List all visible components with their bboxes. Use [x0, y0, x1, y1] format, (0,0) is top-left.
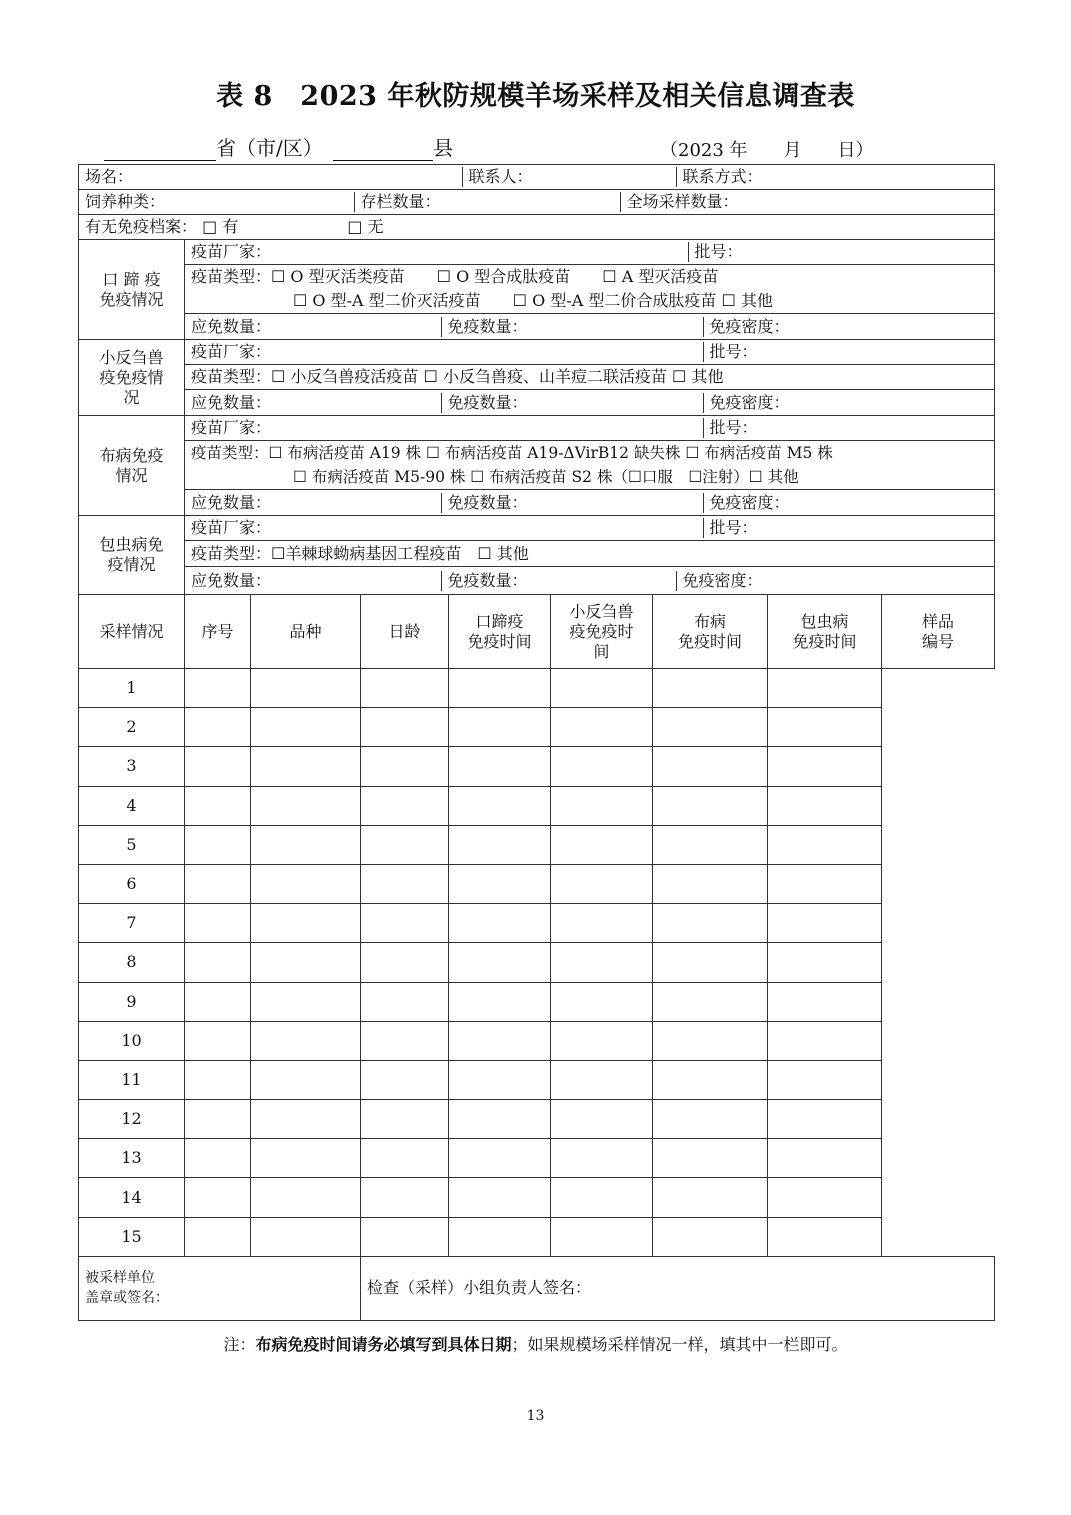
- sampled-unit-signature[interactable]: 被采样单位 盖章或签名：: [79, 1256, 361, 1320]
- records-no-checkbox[interactable]: □ 无: [347, 217, 384, 236]
- sample-id-cell[interactable]: [768, 669, 882, 708]
- footnote: [0, 1332, 1071, 1355]
- sample-row: [79, 708, 995, 747]
- sample-row: [79, 825, 995, 864]
- sample-row: [79, 1217, 995, 1256]
- echi-done-field[interactable]: 免疫数量：: [441, 571, 676, 591]
- sample-id-cell[interactable]: [768, 943, 882, 982]
- sample-row: [79, 864, 995, 903]
- sample-row: [79, 669, 995, 708]
- fmd-time-cell[interactable]: [361, 1139, 449, 1178]
- contact-field[interactable]: 联系人：: [462, 167, 676, 187]
- echi-time-cell[interactable]: [653, 1100, 768, 1139]
- sample-id-cell[interactable]: [768, 786, 882, 825]
- sample-id-cell[interactable]: [768, 1021, 882, 1060]
- sample-row: [79, 1139, 995, 1178]
- breed-cell[interactable]: [185, 1139, 251, 1178]
- fmd-due-field[interactable]: 应免数量：: [191, 316, 272, 336]
- fmd-maker-field[interactable]: 疫苗厂家：: [191, 242, 272, 261]
- bru-time-cell[interactable]: [551, 1021, 653, 1060]
- sampling-section-label: 采样情况: [79, 595, 185, 669]
- row-number: 14: [79, 1178, 185, 1217]
- bru-section-label: 布病免疫 情况: [79, 416, 185, 516]
- sample-id-cell[interactable]: [768, 747, 882, 786]
- bru-time-cell[interactable]: [551, 982, 653, 1021]
- fmd-density-field[interactable]: 免疫密度：: [703, 317, 994, 337]
- stock-field[interactable]: 存栏数量：: [354, 192, 620, 212]
- breed-cell[interactable]: [185, 669, 251, 708]
- sample-row: [79, 1060, 995, 1099]
- breed-cell[interactable]: [185, 1178, 251, 1217]
- header-cell: 序号: [185, 595, 251, 669]
- fmd-time-cell[interactable]: [361, 1178, 449, 1217]
- echi-type-line1[interactable]: 疫苗类型：☐羊棘球蚴病基因工程疫苗 ☐ 其他: [185, 541, 995, 567]
- breed-cell[interactable]: [185, 943, 251, 982]
- bru-batch-field[interactable]: 批号：: [703, 418, 994, 438]
- echi-time-cell[interactable]: [653, 747, 768, 786]
- ppr-time-cell[interactable]: [449, 943, 551, 982]
- bru-time-cell[interactable]: [551, 786, 653, 825]
- row-number: 5: [79, 825, 185, 864]
- sample-row: [79, 904, 995, 943]
- sample-id-cell[interactable]: [768, 1060, 882, 1099]
- sample-row: [79, 943, 995, 982]
- fmd-time-cell[interactable]: [361, 1217, 449, 1256]
- echi-maker-field[interactable]: 疫苗厂家：: [191, 518, 272, 537]
- ppr-time-cell[interactable]: [449, 1060, 551, 1099]
- row-number: 7: [79, 904, 185, 943]
- echi-time-cell[interactable]: [653, 1021, 768, 1060]
- echi-time-cell[interactable]: [653, 904, 768, 943]
- fmd-type-line2[interactable]: ☐ O 型-A 型二价灭活疫苗 ☐ O 型-A 型二价合成肽疫苗 ☐ 其他: [185, 289, 995, 314]
- phone-field[interactable]: 联系方式：: [676, 167, 994, 187]
- age-cell[interactable]: [251, 982, 361, 1021]
- sample-row: [79, 786, 995, 825]
- bru-time-cell[interactable]: [551, 943, 653, 982]
- ppr-time-cell[interactable]: [449, 708, 551, 747]
- echi-time-cell[interactable]: [653, 943, 768, 982]
- ppr-time-cell[interactable]: [449, 864, 551, 903]
- ppr-maker-field[interactable]: 疫苗厂家：: [191, 342, 272, 361]
- sample-id-cell[interactable]: [768, 904, 882, 943]
- age-cell[interactable]: [251, 904, 361, 943]
- sampling-header-row: [79, 595, 995, 669]
- bru-density-field[interactable]: 免疫密度：: [703, 493, 994, 513]
- bru-time-cell[interactable]: [551, 1217, 653, 1256]
- feed-type-field[interactable]: 饲养种类：: [85, 192, 166, 211]
- breed-cell[interactable]: [185, 1100, 251, 1139]
- header-cell: 日龄: [361, 595, 449, 669]
- fmd-section-label: 口 蹄 疫 免疫情况: [79, 240, 185, 340]
- sample-id-cell[interactable]: [768, 1178, 882, 1217]
- ppr-type-line1[interactable]: 疫苗类型：☐ 小反刍兽疫活疫苗 ☐ 小反刍兽疫、山羊痘二联活疫苗 ☐ 其他: [185, 365, 995, 390]
- age-cell[interactable]: [251, 864, 361, 903]
- fmd-time-cell[interactable]: [361, 864, 449, 903]
- echi-section-label: 包虫病免 疫情况: [79, 516, 185, 595]
- age-cell[interactable]: [251, 1217, 361, 1256]
- age-cell[interactable]: [251, 669, 361, 708]
- fmd-time-cell[interactable]: [361, 747, 449, 786]
- ppr-time-cell[interactable]: [449, 1139, 551, 1178]
- breed-cell[interactable]: [185, 1217, 251, 1256]
- fmd-time-cell[interactable]: [361, 669, 449, 708]
- fmd-time-cell[interactable]: [361, 982, 449, 1021]
- echi-density-field[interactable]: 免疫密度：: [676, 571, 994, 591]
- header-cell: 品种: [251, 595, 361, 669]
- fmd-time-cell[interactable]: [361, 825, 449, 864]
- row-number: 6: [79, 864, 185, 903]
- ppr-time-cell[interactable]: [449, 669, 551, 708]
- note-emphasis: 布病免疫时间请务必填写到具体日期: [255, 1335, 512, 1354]
- breed-cell[interactable]: [185, 904, 251, 943]
- ppr-density-field[interactable]: 免疫密度：: [703, 393, 994, 413]
- county-suffix: 县: [433, 136, 454, 160]
- ppr-done-field[interactable]: 免疫数量：: [441, 393, 703, 413]
- age-cell[interactable]: [251, 747, 361, 786]
- bru-time-cell[interactable]: [551, 904, 653, 943]
- sample-row: [79, 1178, 995, 1217]
- header-cell: 小反刍兽 疫免疫时 间: [551, 595, 653, 669]
- row-number: 10: [79, 1021, 185, 1060]
- row-number: 2: [79, 708, 185, 747]
- bru-time-cell[interactable]: [551, 1100, 653, 1139]
- sample-id-cell[interactable]: [768, 982, 882, 1021]
- sample-id-cell[interactable]: [768, 1100, 882, 1139]
- echi-time-cell[interactable]: [653, 1217, 768, 1256]
- date-line: （2023 年 月 日）: [660, 140, 874, 161]
- records-yes-checkbox[interactable]: □ 有: [202, 217, 239, 236]
- echi-time-cell[interactable]: [653, 864, 768, 903]
- header-cell: 布病 免疫时间: [653, 595, 768, 669]
- province-suffix: 省（市/区）: [216, 136, 323, 160]
- breed-cell[interactable]: [185, 864, 251, 903]
- ppr-time-cell[interactable]: [449, 1100, 551, 1139]
- fmd-time-cell[interactable]: [361, 943, 449, 982]
- fmd-time-cell[interactable]: [361, 708, 449, 747]
- row-number: 3: [79, 747, 185, 786]
- leader-signature[interactable]: 检查（采样）小组负责人签名：: [361, 1256, 995, 1320]
- sample-row: [79, 982, 995, 1021]
- row-number: 15: [79, 1217, 185, 1256]
- bru-time-cell[interactable]: [551, 1178, 653, 1217]
- echi-time-cell[interactable]: [653, 1060, 768, 1099]
- echi-batch-field[interactable]: 批号：: [703, 518, 994, 538]
- sample-id-cell[interactable]: [768, 1139, 882, 1178]
- ppr-time-cell[interactable]: [449, 1178, 551, 1217]
- bru-time-cell[interactable]: [551, 864, 653, 903]
- echi-due-field[interactable]: 应免数量：: [191, 570, 272, 590]
- header-cell: 样品 编号: [882, 595, 995, 669]
- sample-id-cell[interactable]: [768, 1217, 882, 1256]
- sample-row: [79, 1021, 995, 1060]
- records-label: 有无免疫档案：: [85, 217, 198, 236]
- breed-cell[interactable]: [185, 747, 251, 786]
- fmd-batch-field[interactable]: 批号：: [688, 242, 994, 262]
- breed-cell[interactable]: [185, 825, 251, 864]
- ppr-time-cell[interactable]: [449, 747, 551, 786]
- bru-time-cell[interactable]: [551, 1139, 653, 1178]
- ppr-due-field[interactable]: 应免数量：: [191, 392, 272, 412]
- age-cell[interactable]: [251, 1178, 361, 1217]
- ppr-batch-field[interactable]: 批号：: [703, 342, 994, 362]
- row-number: 4: [79, 786, 185, 825]
- ppr-time-cell[interactable]: [449, 904, 551, 943]
- echi-time-cell[interactable]: [653, 982, 768, 1021]
- ppr-section-label: 小反刍兽 疫免疫情 况: [79, 340, 185, 416]
- echi-time-cell[interactable]: [653, 708, 768, 747]
- bru-type-line1[interactable]: 疫苗类型：☐ 布病活疫苗 A19 株 ☐ 布病活疫苗 A19-ΔVirB12 缺失株 ☐ 布病活疫苗 M5 株: [185, 441, 995, 465]
- ppr-time-cell[interactable]: [449, 1021, 551, 1060]
- age-cell[interactable]: [251, 825, 361, 864]
- fmd-done-field[interactable]: 免疫数量：: [441, 317, 703, 337]
- fmd-type-line1[interactable]: 疫苗类型：☐ O 型灭活类疫苗 ☐ O 型合成肽疫苗 ☐ A 型灭活疫苗: [185, 265, 995, 289]
- echi-time-cell[interactable]: [653, 825, 768, 864]
- bru-time-cell[interactable]: [551, 669, 653, 708]
- age-cell[interactable]: [251, 786, 361, 825]
- bru-due-field[interactable]: 应免数量：: [191, 492, 272, 512]
- bru-time-cell[interactable]: [551, 747, 653, 786]
- breed-cell[interactable]: [185, 786, 251, 825]
- breed-cell[interactable]: [185, 708, 251, 747]
- row-number: 11: [79, 1060, 185, 1099]
- sample-row: [79, 747, 995, 786]
- echi-time-cell[interactable]: [653, 1178, 768, 1217]
- fmd-time-cell[interactable]: [361, 904, 449, 943]
- sample-id-cell[interactable]: [768, 864, 882, 903]
- ppr-time-cell[interactable]: [449, 1217, 551, 1256]
- row-number: 12: [79, 1100, 185, 1139]
- row-number: 13: [79, 1139, 185, 1178]
- province-blank[interactable]: [104, 138, 216, 161]
- age-cell[interactable]: [251, 1100, 361, 1139]
- echi-time-cell[interactable]: [653, 1139, 768, 1178]
- age-cell[interactable]: [251, 1060, 361, 1099]
- fmd-time-cell[interactable]: [361, 1100, 449, 1139]
- sample-total-field[interactable]: 全场采样数量：: [620, 192, 994, 212]
- survey-table: [78, 164, 995, 1321]
- header-cell: 口蹄疫 免疫时间: [449, 595, 551, 669]
- breed-cell[interactable]: [185, 1021, 251, 1060]
- note-rest: ；如果规模场采样情况一样，填其中一栏即可。: [511, 1335, 848, 1354]
- age-cell[interactable]: [251, 1021, 361, 1060]
- note-prefix: 注：: [223, 1335, 256, 1354]
- row-number: 1: [79, 669, 185, 708]
- row-number: 9: [79, 982, 185, 1021]
- echi-time-cell[interactable]: [653, 669, 768, 708]
- bru-done-field[interactable]: 免疫数量：: [441, 493, 703, 513]
- age-cell[interactable]: [251, 943, 361, 982]
- row-number: 8: [79, 943, 185, 982]
- ppr-time-cell[interactable]: [449, 825, 551, 864]
- farm-name-field[interactable]: 场名：: [85, 167, 134, 186]
- bru-maker-field[interactable]: 疫苗厂家：: [191, 418, 272, 437]
- fmd-time-cell[interactable]: [361, 1021, 449, 1060]
- bru-time-cell[interactable]: [551, 1060, 653, 1099]
- header-cell: 包虫病 免疫时间: [768, 595, 882, 669]
- bru-type-line2[interactable]: ☐ 布病活疫苗 M5-90 株 ☐ 布病活疫苗 S2 株（☐口服 ☐注射）☐ 其他: [185, 465, 995, 490]
- page-number: 13: [526, 1408, 545, 1424]
- ppr-time-cell[interactable]: [449, 982, 551, 1021]
- fmd-time-cell[interactable]: [361, 786, 449, 825]
- age-cell[interactable]: [251, 708, 361, 747]
- breed-cell[interactable]: [185, 982, 251, 1021]
- sample-id-cell[interactable]: [768, 825, 882, 864]
- bru-time-cell[interactable]: [551, 708, 653, 747]
- page-title: 表 8 2023 年秋防规模羊场采样及相关信息调查表: [216, 81, 855, 112]
- bru-time-cell[interactable]: [551, 825, 653, 864]
- ppr-time-cell[interactable]: [449, 786, 551, 825]
- sample-id-cell[interactable]: [768, 708, 882, 747]
- echi-time-cell[interactable]: [653, 786, 768, 825]
- sample-row: [79, 1100, 995, 1139]
- location-line: [104, 132, 453, 161]
- breed-cell[interactable]: [185, 1060, 251, 1099]
- county-blank[interactable]: [333, 138, 433, 161]
- fmd-time-cell[interactable]: [361, 1060, 449, 1099]
- age-cell[interactable]: [251, 1139, 361, 1178]
